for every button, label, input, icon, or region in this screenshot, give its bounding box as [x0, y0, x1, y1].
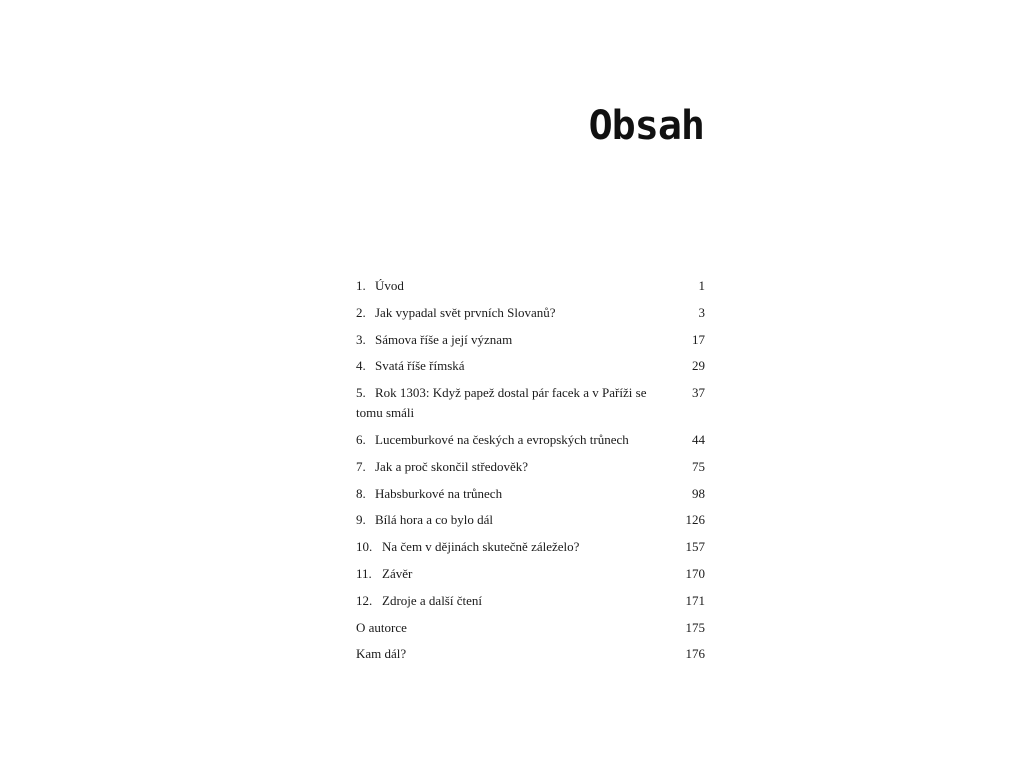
- toc-entry-page: 126: [685, 512, 705, 528]
- toc-entry-text: Úvod: [375, 278, 404, 293]
- toc-entry[interactable]: [356, 537, 705, 557]
- toc-entry-number: 4.: [356, 358, 366, 374]
- toc-entry-number: 8.: [356, 485, 366, 501]
- toc-entry[interactable]: [356, 644, 705, 664]
- toc-entry-number: 10.: [356, 539, 373, 555]
- toc-entry[interactable]: [356, 356, 705, 376]
- toc-entry-number: 5.: [356, 385, 366, 401]
- toc-entry[interactable]: [356, 330, 705, 350]
- toc-entry-text: Kam dál?: [356, 646, 407, 662]
- toc-entry-label: [356, 537, 677, 557]
- toc-entry-page: 75: [692, 458, 705, 474]
- toc-entry-label: [356, 356, 677, 376]
- toc-entry-text: Sámova říše a její význam: [375, 331, 513, 347]
- toc-entry-number: 9.: [356, 512, 366, 528]
- toc-entry-page: 17: [692, 331, 705, 347]
- toc-entry-label: [356, 430, 677, 450]
- table-of-contents: [356, 276, 705, 671]
- toc-entry-text: Zdroje a další čtení: [382, 592, 482, 608]
- toc-entry-page: 175: [685, 619, 705, 635]
- toc-entry-label: [356, 564, 677, 584]
- toc-entry-label: [356, 276, 677, 296]
- toc-entry[interactable]: [356, 564, 705, 584]
- toc-entry-label: [356, 303, 677, 323]
- toc-entry-number: 7.: [356, 458, 366, 474]
- toc-entry-text: O autorce: [356, 619, 407, 635]
- toc-entry-number: 12.: [356, 592, 373, 608]
- toc-entry-label: [356, 644, 677, 664]
- toc-entry-page: 98: [692, 485, 705, 501]
- toc-entry-label: [356, 591, 677, 611]
- toc-entry[interactable]: [356, 457, 705, 477]
- toc-entry[interactable]: [356, 383, 705, 423]
- toc-entry-text: Habsburkové na trůnech: [375, 485, 503, 501]
- toc-entry-text: Na čem v dějinách skutečně záleželo?: [382, 539, 580, 555]
- toc-entry[interactable]: [356, 276, 705, 296]
- toc-entry-text: Rok 1303: Když papež dostal pár facek a v Paříži se tomu smáli: [356, 385, 647, 421]
- toc-entry-page: 3: [698, 304, 705, 320]
- toc-entry[interactable]: [356, 510, 705, 530]
- toc-entry-page: 157: [685, 539, 705, 555]
- toc-entry-number: 6.: [356, 431, 366, 447]
- toc-entry-page: 29: [692, 358, 705, 374]
- toc-entry-text: Jak a proč skončil středověk?: [375, 458, 529, 474]
- toc-entry-text: Lucemburkové na českých a evropských trůnech: [375, 431, 629, 447]
- toc-entry-label: [356, 484, 677, 504]
- toc-entry[interactable]: [356, 303, 705, 323]
- page-title: Obsah: [588, 103, 704, 149]
- toc-entry-number: 11.: [356, 565, 372, 581]
- toc-entry-text: Závěr: [382, 565, 413, 581]
- toc-entry-label: [356, 618, 677, 638]
- toc-entry-page: 37: [692, 385, 705, 401]
- toc-entry-number: 2.: [356, 304, 366, 320]
- toc-entry-page: 44: [692, 431, 705, 447]
- toc-entry[interactable]: [356, 484, 705, 504]
- toc-entry-label: [356, 510, 677, 530]
- toc-entry-label: [356, 383, 674, 423]
- toc-entry-text: Jak vypadal svět prvních Slovanů?: [375, 304, 556, 320]
- toc-entry-page: 1: [698, 278, 705, 293]
- toc-entry-page: 171: [685, 592, 705, 608]
- toc-entry-page: 170: [685, 565, 705, 581]
- toc-entry[interactable]: [356, 618, 705, 638]
- toc-entry-label: [356, 457, 677, 477]
- toc-entry-text: Svatá říše římská: [375, 358, 465, 374]
- toc-entry[interactable]: [356, 591, 705, 611]
- toc-entry-number: 1.: [356, 278, 366, 293]
- toc-entry-page: 176: [685, 646, 705, 662]
- toc-entry-text: Bílá hora a co bylo dál: [375, 512, 494, 528]
- toc-entry-label: [356, 330, 677, 350]
- toc-entry-number: 3.: [356, 331, 366, 347]
- toc-entry[interactable]: [356, 430, 705, 450]
